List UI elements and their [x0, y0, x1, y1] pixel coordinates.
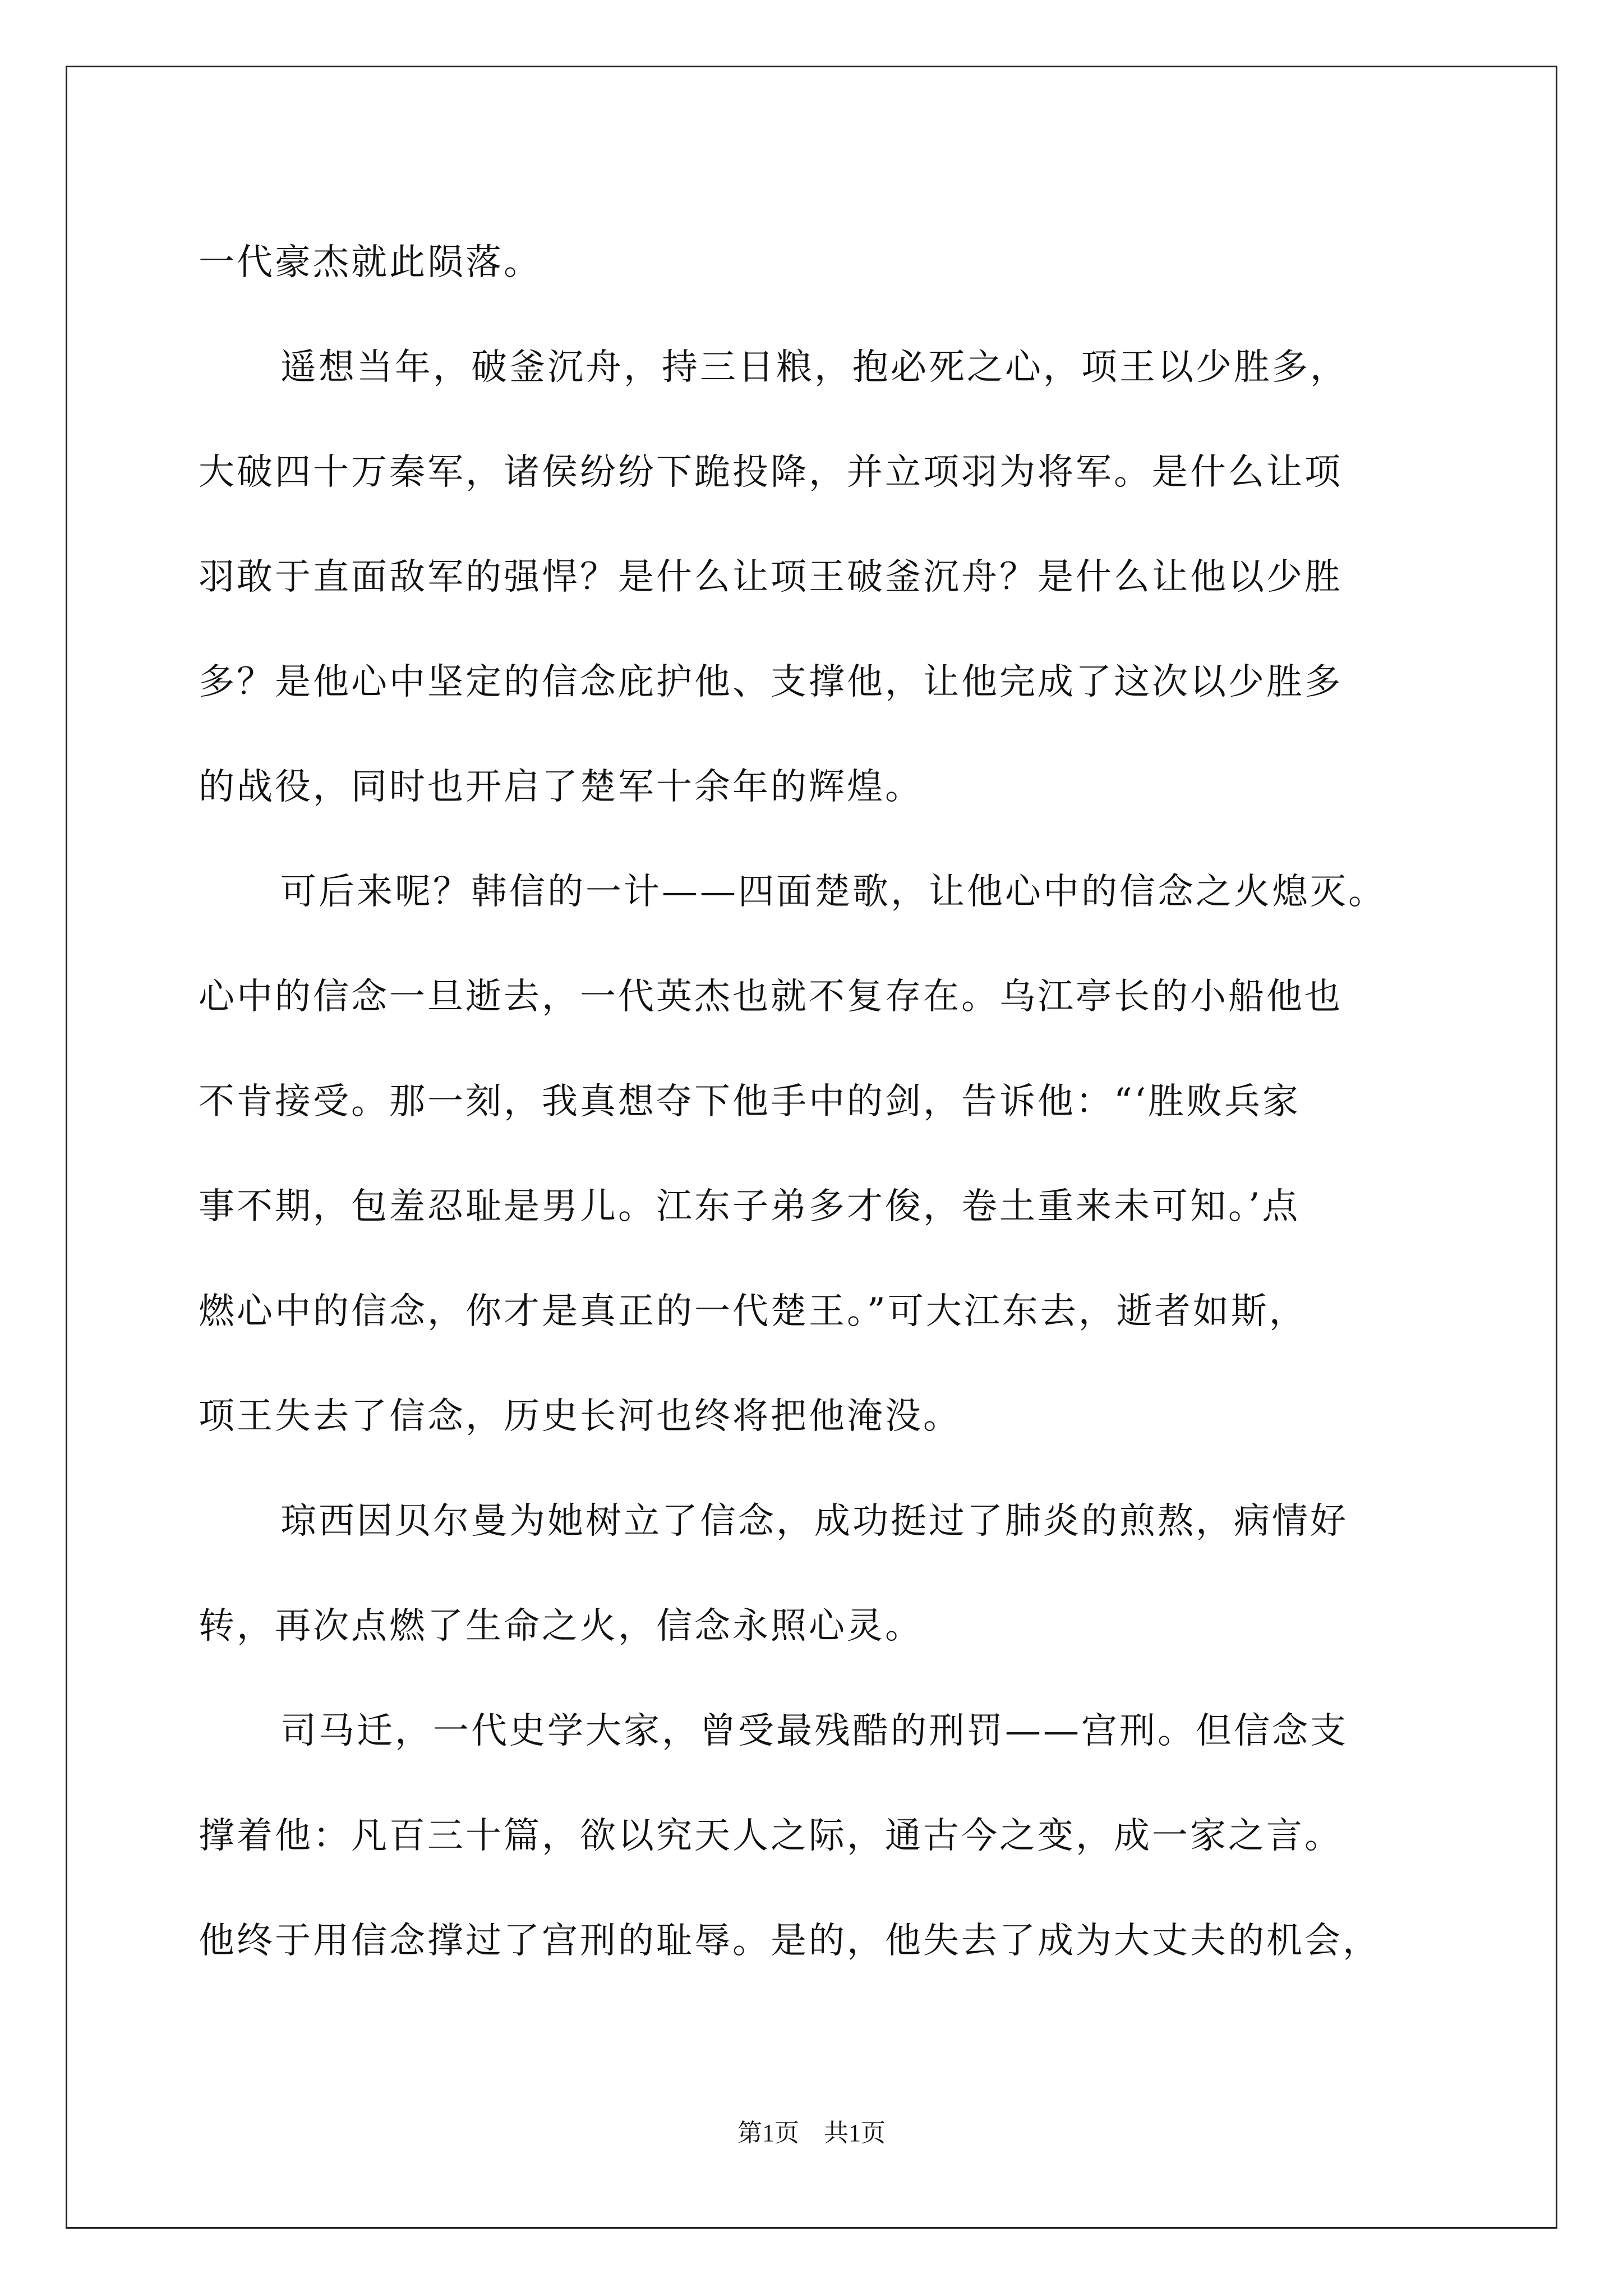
text-line: 燃心中的信念，你才是真正的一代楚王。”可大江东去，逝者如斯，: [199, 1291, 1307, 1332]
document-body: [199, 210, 1438, 1994]
text-line: 司马迁，一代史学大家，曾受最残酷的刑罚——宫刑。但信念支: [280, 1710, 1348, 1752]
text-line: 撑着他：凡百三十篇，欲以究天人之际，通古今之变，成一家之言。: [199, 1815, 1343, 1857]
text-line: 转，再次点燃了生命之火，信念永照心灵。: [199, 1605, 923, 1647]
text-line: 一代豪杰就此陨落。: [199, 242, 542, 283]
text-line: 羽敢于直面敌军的强悍？是什么让项王破釜沉舟？是什么让他以少胜: [199, 556, 1343, 598]
text-line: 琼西因贝尔曼为她树立了信念，成功挺过了肺炎的煎熬，病情好: [280, 1501, 1348, 1542]
page-number-footer: 第1页 共1页: [737, 2119, 886, 2147]
text-line: 不肯接受。那一刻，我真想夺下他手中的剑，告诉他：“‘胜败兵家: [199, 1081, 1301, 1122]
text-line: 他终于用信念撑过了宫刑的耻辱。是的，他失去了成为大丈夫的机会，: [199, 1920, 1381, 1962]
text-line: 事不期，包羞忍耻是男儿。江东子弟多才俊，卷土重来未可知。’点: [199, 1186, 1301, 1227]
text-line: 遥想当年，破釜沉舟，持三日粮，抱必死之心，项王以少胜多，: [280, 347, 1348, 388]
text-line: 可后来呢？韩信的一计——四面楚歌，让他心中的信念之火熄灭。: [280, 871, 1386, 913]
text-line: 心中的信念一旦逝去，一代英杰也就不复存在。乌江亭长的小船他也: [199, 976, 1343, 1018]
text-line: 多？是他心中坚定的信念庇护他、支撑他，让他完成了这次以少胜多: [199, 661, 1343, 703]
text-line: 大破四十万秦军，诸侯纷纷下跪投降，并立项羽为将军。是什么让项: [199, 452, 1343, 493]
text-line: 项王失去了信念，历史长河也终将把他淹没。: [199, 1396, 961, 1437]
text-line: 的战役，同时也开启了楚军十余年的辉煌。: [199, 766, 923, 808]
